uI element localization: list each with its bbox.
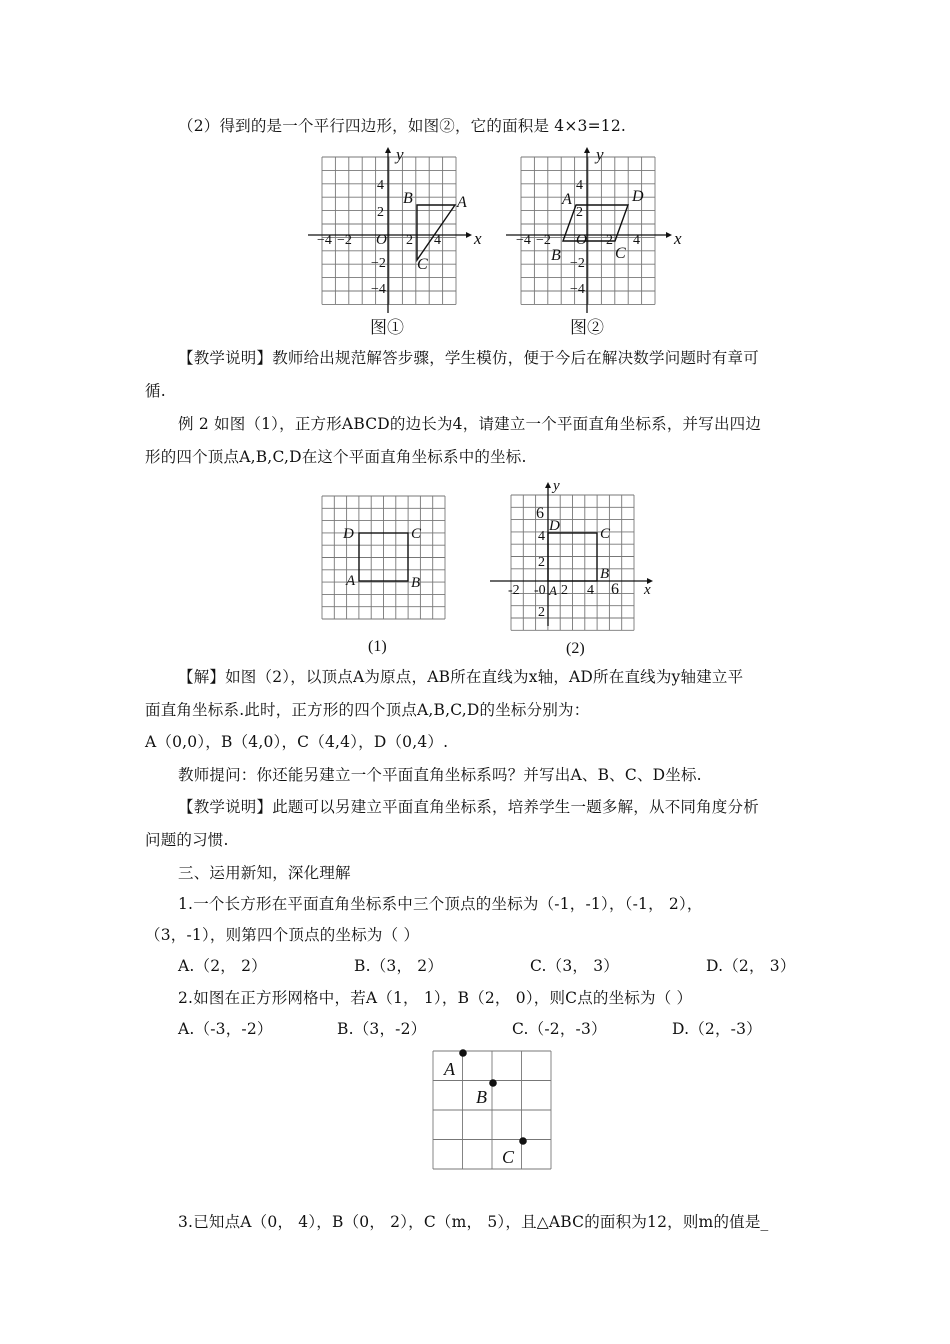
tick-label: −4 (516, 233, 531, 248)
x-axis-label: x (644, 582, 651, 598)
text-line: 面直角坐标系.此时，正方形的四个顶点A,B,C,D的坐标分别为： (145, 701, 590, 719)
point-label-d: D (632, 188, 644, 205)
tick-label: 4 (538, 529, 545, 544)
point-label-b: B (600, 566, 610, 582)
tick-label: 2 (538, 605, 545, 620)
figure-caption: 图② (570, 318, 604, 337)
tick-label: −4 (371, 282, 386, 297)
point-label-d: D (549, 518, 560, 534)
tick-label: 4 (587, 583, 594, 598)
solution-text: 【解】如图（2），以顶点A为原点，AB所在直线为x轴，AD所在直线为y轴建立平 (178, 668, 744, 686)
question-2-grid (432, 1050, 554, 1172)
point-label-b: B (551, 247, 561, 264)
text-line: 循. (145, 382, 166, 400)
tick-label: 2 (406, 233, 413, 248)
tick-label: 4 (434, 233, 441, 248)
tick-label: −4 (570, 282, 585, 297)
tick-label: 4 (576, 178, 583, 193)
figure-caption: (1) (368, 638, 387, 655)
tick-label: 2 (377, 205, 384, 220)
tick-label: 2 (538, 555, 545, 570)
origin-label: O (376, 232, 387, 248)
question-1: 1.一个长方形在平面直角坐标系中三个顶点的坐标为（-1，-1），（-1， 2）， (178, 895, 703, 913)
teaching-note: 【教学说明】此题可以另建立平面直角坐标系，培养学生一题多解，从不同角度分析 (178, 798, 759, 816)
point-c-dot (519, 1137, 527, 1145)
tick-label: 4 (377, 178, 384, 193)
tick-label: 4 (633, 233, 640, 248)
square-figure-2 (488, 478, 663, 658)
point-label-b: B (403, 190, 413, 207)
x-axis-arrow-icon (666, 232, 672, 238)
figure-2-coordinate-grid (500, 143, 700, 343)
point-label-c: C (600, 526, 611, 542)
teaching-note: 【教学说明】教师给出规范解答步骤，学生模仿，便于今后在解决数学问题时有章可 (178, 349, 759, 367)
figure-caption: (2) (566, 640, 585, 657)
x-axis-label: x (674, 229, 682, 248)
text-line: 形的四个顶点A,B,C,D在这个平面直角坐标系中的坐标. (145, 448, 527, 466)
origin-label: O (576, 232, 587, 248)
text-line: （2）得到的是一个平行四边形，如图②，它的面积是 4×3=12. (178, 117, 627, 135)
y-axis-label: y (553, 478, 560, 494)
point-label-b: B (411, 575, 421, 591)
y-axis-arrow-icon (545, 482, 551, 488)
text-line: （3，-1），则第四个顶点的坐标为（ ） (145, 926, 420, 944)
teacher-question: 教师提问：你还能另建立一个平面直角坐标系吗？并写出A、B、C、D坐标. (178, 766, 702, 784)
y-axis-arrow-icon (584, 147, 590, 153)
tick-label: -2 (508, 583, 520, 598)
y-axis-label: y (596, 145, 604, 164)
point-label-d: D (343, 526, 354, 542)
q2-option-d: D.（2，-3） (672, 1020, 762, 1038)
q2-option-b: B.（3，-2） (337, 1020, 427, 1038)
q2-option-c: C.（-2，-3） (512, 1020, 607, 1038)
tick-label: 2 (561, 583, 568, 598)
tick-label: -0 (534, 583, 546, 598)
tick-label: 2 (576, 205, 583, 220)
q1-option-d: D.（2， 3） (706, 957, 796, 975)
point-label-a: A (346, 573, 356, 589)
q1-option-c: C.（3， 3） (530, 957, 619, 975)
tick-label: 6 (536, 505, 544, 522)
point-label-a: A (549, 583, 557, 598)
x-axis-arrow-icon (466, 232, 472, 238)
point-label-a: A (562, 191, 572, 208)
question-2: 2.如图在正方形网格中，若A（1， 1），B（2， 0），则C点的坐标为（ ） (178, 989, 693, 1007)
point-label-a: A (444, 1059, 455, 1079)
question-3: 3.已知点A（0， 4），B（0， 2），C（m， 5），且△ABC的面积为12，则m的值是_ (178, 1213, 769, 1231)
tick-label: −2 (570, 256, 585, 271)
example-2-statement: 例 2 如图（1），正方形ABCD的边长为4，请建立一个平面直角坐标系，并写出四边 (178, 415, 762, 433)
q2-option-a: A.（-3，-2） (178, 1020, 273, 1038)
point-label-c: C (411, 526, 422, 542)
tick-label: −4 (317, 233, 332, 248)
x-axis-label: x (474, 229, 482, 248)
point-b-dot (489, 1079, 497, 1087)
section-heading: 三、运用新知，深化理解 (178, 864, 351, 882)
figure-1-coordinate-grid (300, 143, 500, 343)
y-axis-arrow-icon (385, 147, 391, 153)
point-label-c: C (502, 1147, 515, 1167)
tick-label: −2 (337, 233, 352, 248)
tick-label: 2 (606, 233, 613, 248)
q1-option-b: B.（3， 2） (354, 957, 444, 975)
point-label-c: C (417, 256, 428, 273)
point-label-b: B (476, 1087, 487, 1107)
point-label-c: C (615, 245, 626, 262)
point-a-dot (459, 1049, 467, 1057)
figure-caption: 图① (370, 318, 404, 337)
point-label-a: A (457, 194, 467, 211)
tick-label: 6 (611, 581, 619, 598)
text-line: 问题的习惯. (145, 831, 229, 849)
square-figure-1 (318, 492, 458, 662)
coordinates-answer: A（0,0），B（4,0），C（4,4），D（0,4）. (145, 733, 449, 751)
y-axis-label: y (396, 145, 404, 164)
triangle-abc (417, 205, 455, 260)
tick-label: −2 (536, 233, 551, 248)
q1-option-a: A.（2， 2） (178, 957, 267, 975)
tick-label: −2 (371, 256, 386, 271)
